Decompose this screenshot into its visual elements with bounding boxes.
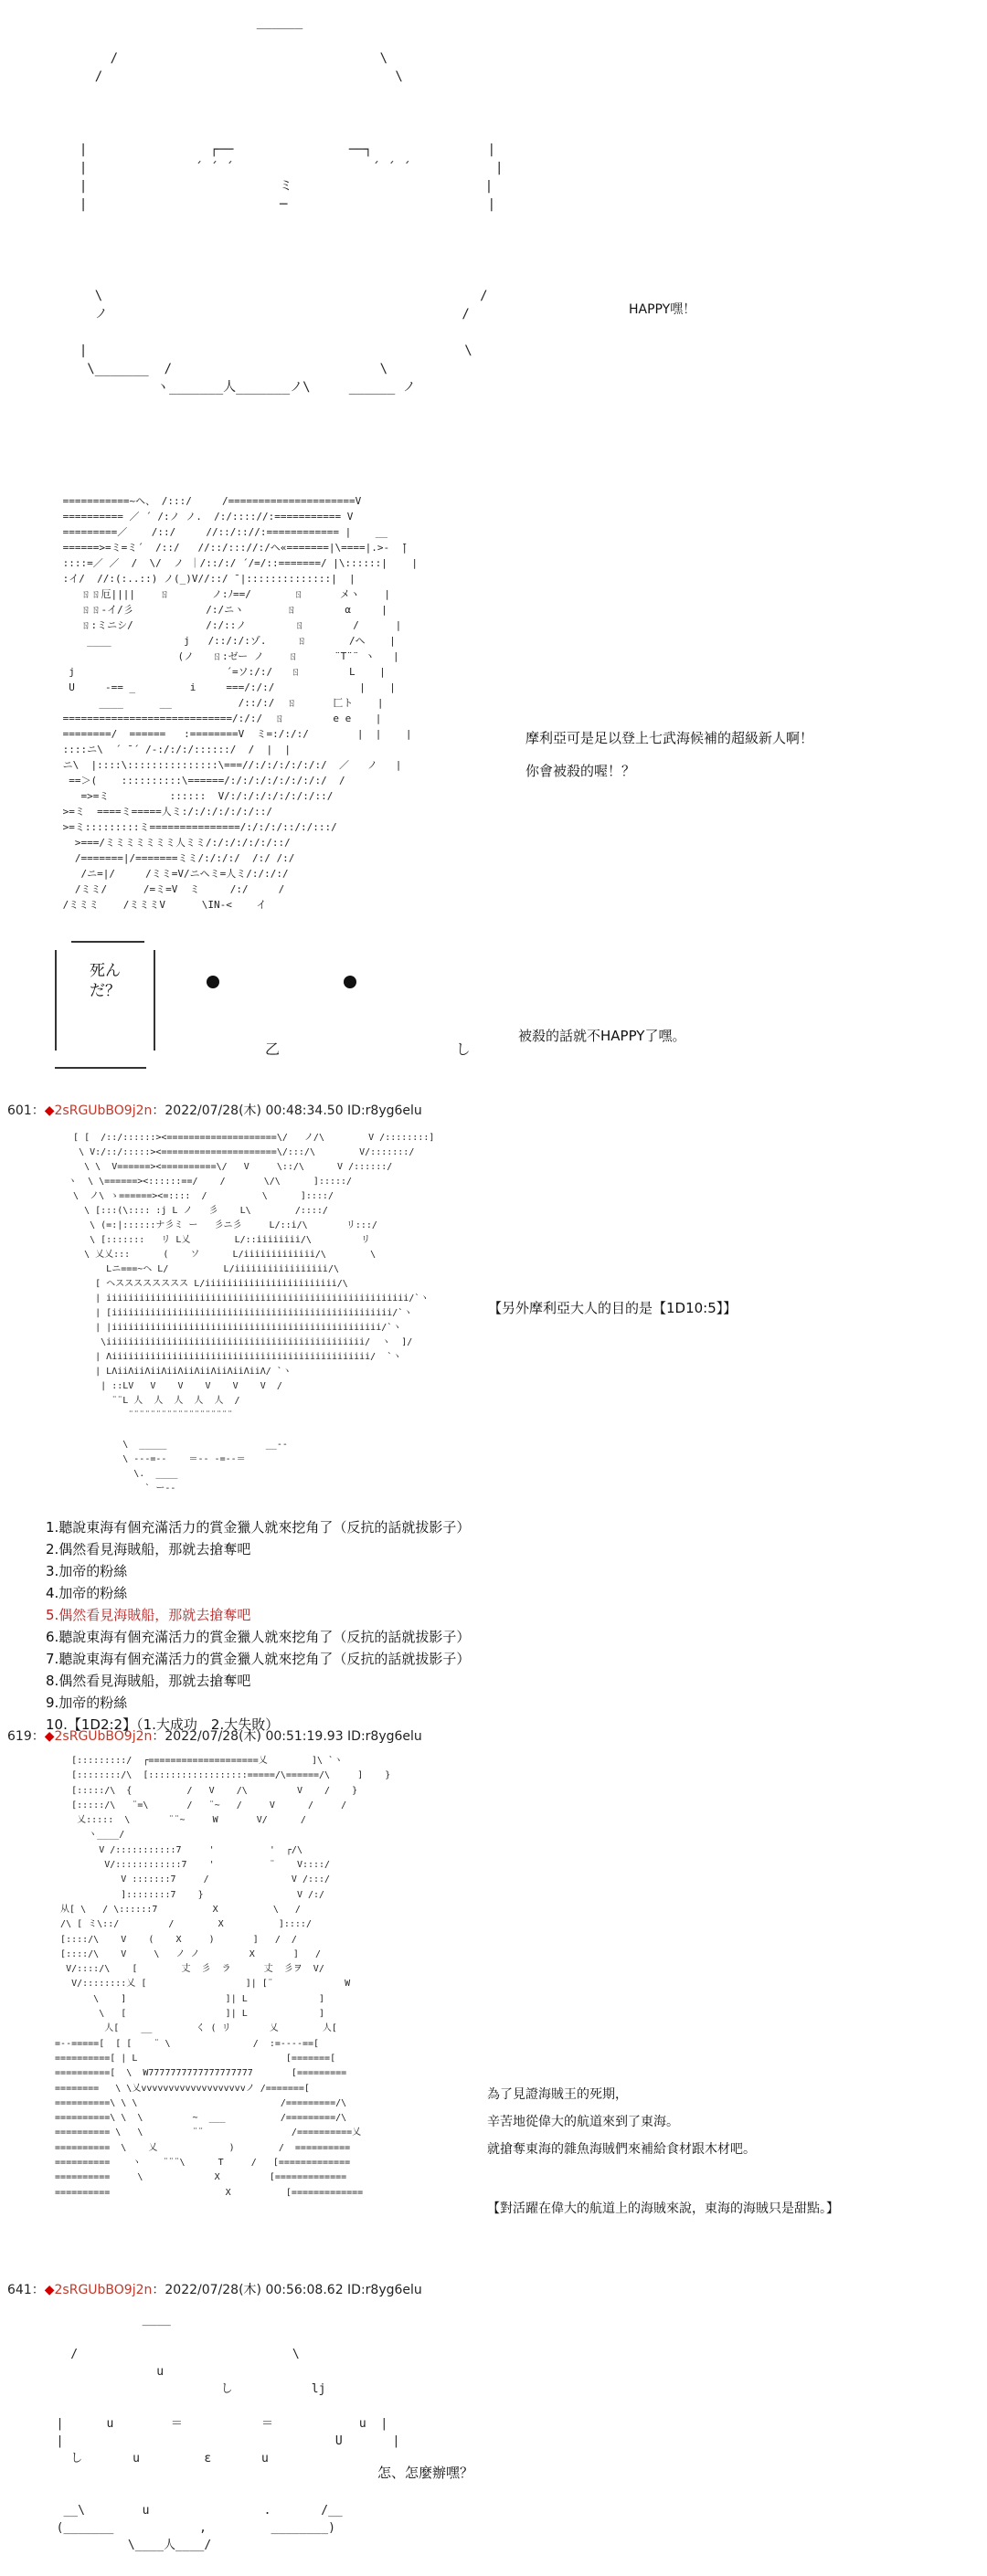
post601-art-line: \ 乂乂::: ( ソ L/iiiiiiiiiiiii/\ \ xyxy=(57,1250,377,1260)
post601-art-line: \ ---=-- ＝-- -=--＝ xyxy=(57,1454,246,1464)
post619-art-line: \ [ ]| L ] xyxy=(44,2009,325,2020)
tripcode[interactable]: 2sRGUbBO9j2n xyxy=(54,1103,153,1118)
panel1-art-line: | ─ | xyxy=(64,197,496,212)
panel2-art-line: >=ミ:::::::::ミ===============/:/:/:/::/:/:::/ xyxy=(57,821,337,833)
post601-art-line: ` ー-- xyxy=(57,1483,176,1494)
panel2-art-line: /=======|/=======ミミ/:/:/:/ /:/ /:/ xyxy=(57,852,295,864)
post641-art-line: (_______ , ________) xyxy=(42,2521,335,2535)
panel2-art-line: ::::=／ ／ / \/ ノ ｜/::/:/ ´/=/::=======/ |\::::::| | xyxy=(57,557,418,569)
post619-art-line: ========== ヽ ¨¨¨\ T / [============= xyxy=(44,2158,351,2169)
post601-art-line xyxy=(57,1423,434,1438)
panel2-art-line: /ミミミ /ミミミV \IN-< イ xyxy=(57,899,267,911)
post619-art-line: [:::::/\ ¨=\ / ¨~ / V / / xyxy=(44,1800,347,1811)
post641-art-line xyxy=(42,2328,399,2346)
post619-art-line: V/::::::::::::7 ' ¨ V::::/ xyxy=(44,1860,331,1871)
post641-art-line xyxy=(42,2398,399,2415)
trip-diamond-icon: ◆ xyxy=(44,2283,55,2297)
panel1-art-line xyxy=(64,31,503,49)
panel1-face-art xyxy=(64,13,503,396)
post641-art-line: \____人____/ xyxy=(42,2539,212,2552)
panel2-caption-2: 你會被殺的喔！？ xyxy=(525,763,636,779)
tripcode[interactable]: 2sRGUbBO9j2n xyxy=(54,1729,153,1744)
post619-art-line: /\ [ ミ\::/ / X ]::::/ xyxy=(44,1919,312,1930)
sign-left-line xyxy=(55,950,57,1050)
panel1-art-line: ヽ_______人_______ノ\ ______ ノ xyxy=(64,380,416,395)
post641-art-line: し u ε u xyxy=(42,2452,269,2465)
post619-art-line: ヽ____/ xyxy=(44,1830,125,1841)
panel2-art-line: ============================/:/:/ ㄖ e e | xyxy=(57,713,382,724)
post-601-header xyxy=(7,1101,422,1119)
panel2-art-line: =========／ /::/ //::/:://:============ | __ xyxy=(57,526,387,538)
panel1-art-line xyxy=(64,214,503,232)
choice-item: 10.【1D2:2】（1.大成功 2.大失敗） xyxy=(46,1716,280,1733)
post619-art-line: [::::/\ V ( X ) ] / / xyxy=(44,1934,297,1945)
post-619-art xyxy=(44,1754,390,2201)
post601-art-line: ¨¨L 人 人 人 人 人 / xyxy=(57,1396,240,1406)
post619-art-line: [::::::::/\ [::::::::::::::::::=====/\======/\ ] } xyxy=(44,1770,391,1781)
post641-art-line: ____ xyxy=(42,2313,171,2327)
panel1-art-line: ノ / xyxy=(64,307,470,322)
panel2-art-line: /ミミ/ /=ミ=V ミ /:/ / xyxy=(57,883,285,895)
post-641-header xyxy=(7,2280,422,2298)
post601-art-line: [ [ /::/::::::><====================\/ ノ/\ V /::::::::] xyxy=(57,1133,435,1143)
choice-item: 2.偶然看見海賊船，那就去搶奪吧 xyxy=(46,1541,251,1557)
panel2-art-line: =>=ミ :::::: V/:/:/:/:/:/:/:/::/ xyxy=(57,790,334,802)
post619-art-line: =--=====[ [ [ ¨ \ / :=----==[ xyxy=(44,2038,320,2049)
post619-art-line: ======== \ \乂vvvvvvvvvvvvvvvvvvvノ /=======[ xyxy=(44,2083,310,2094)
post601-art-line: | ::LV V V V V V / xyxy=(57,1381,282,1391)
panel1-art-line xyxy=(64,104,503,122)
panel2-art-line: >=ミ ====ミ=====人ミ:/:/:/:/:/:/::/ xyxy=(57,806,273,818)
choice-item: 8.偶然看見海賊船，那就去搶奪吧 xyxy=(46,1673,251,1689)
post-641-caption: 怎、怎麼辦嘿？ xyxy=(377,2465,474,2481)
post601-art-line: \ ノ\ ゝ======><=:::: / \ ]::::/ xyxy=(57,1191,334,1201)
post601-art-line: | iiiiiiiiiiiiiiiiiiiiiiiiiiiiiiiiiiiiiiiiiiiiiiiiiiiiiii/`ヽ xyxy=(57,1293,430,1304)
post-number: 641： xyxy=(7,2283,45,2297)
panel2-art-line: >===/ミミミミミミミ人ミミ/:/:/:/:/:/::/ xyxy=(57,837,291,849)
panel1-art-line xyxy=(64,269,503,287)
post619-art-line: ========== X [============= xyxy=(44,2187,364,2198)
post-number: 619： xyxy=(7,1729,45,1744)
post601-art-line: ヽ \ \======><::::::==/ / \/\ ]:::::/ xyxy=(57,1177,353,1187)
panel2-art-line: ㄖㄖ‐イ/彡 /:/ニヽ ㄖ α | xyxy=(57,604,387,616)
post-number: 601： xyxy=(7,1103,45,1118)
post-619-caption-4: 【對活躍在偉大的航道上的海賊來說，東海的海賊只是甜點。】 xyxy=(487,2201,839,2216)
post619-art-line: ========== \ X [============= xyxy=(44,2172,347,2183)
post601-art-line: \ [::::::: リ L乂 L/::iiiiiiii/\ リ xyxy=(57,1235,371,1245)
panel1-art-line: \ / xyxy=(64,289,488,303)
panel2-character-art xyxy=(57,493,418,913)
panel1-art-line xyxy=(64,232,503,250)
post619-art-line: ========== \ 乂 ) / ========== xyxy=(44,2142,351,2153)
post641-art-line: / \ xyxy=(42,2348,300,2361)
left-eye xyxy=(207,976,219,988)
panel1-art-line xyxy=(64,323,503,342)
choice-item: 1.聽說東海有個充滿活力的賞金獵人就來挖角了（反抗的話就拔影子） xyxy=(46,1519,471,1536)
sign-top-line xyxy=(71,941,144,943)
trip-diamond-icon: ◆ xyxy=(44,1729,55,1744)
post619-art-line: 乂::::: \ ¨¨~ W V/ / xyxy=(44,1815,306,1826)
panel1-art-line: \_______ / \ xyxy=(64,362,388,376)
post619-art-line: V/::::::::乂 [ ]| [¨ W xyxy=(44,1979,351,1990)
post601-art-line: \ \ V======><==========\/ V \::/\ V /::::::/ xyxy=(57,1162,393,1172)
panel1-art-line: / \ xyxy=(64,69,403,84)
post619-art-line: \ ] ]| L ] xyxy=(44,1993,325,2004)
post619-art-line: V/::::/\ [ 丈 彡 ラ 丈 彡ヲ V/ xyxy=(44,1964,324,1975)
post601-art-line: [ ヘスススススススス L/iiiiiiiiiiiiiiiiiiiiiiii/\ xyxy=(57,1279,348,1289)
post641-art-line xyxy=(42,2485,399,2502)
panel1-art-line: | ┌── ──┐ | xyxy=(64,143,496,157)
post619-art-line: 从[ \ / \::::::7 X \ / xyxy=(44,1904,301,1915)
panel2-art-line: ==＞( ::::::::::\======/:/:/:/:/:/:/:/:/ / xyxy=(57,775,345,787)
post601-art-line: | LΛiiΛiiΛiiΛiiΛiiΛiiΛiiΛiiΛiiΛ/ `ヽ xyxy=(57,1367,292,1377)
post-601-art xyxy=(57,1131,434,1496)
post619-art-line: ]::::::::7 } V /:/ xyxy=(44,1889,325,1900)
panel2-art-line: j ´=ソ:/:/ ㄖ L | xyxy=(57,666,386,678)
post-619-caption-3: 就搶奪東海的雜魚海賊們來補給食材跟木材吧。 xyxy=(487,2142,756,2157)
panel2-art-line: ㄖ:ミニシ/ /:/::ノ ㄖ / | xyxy=(57,619,402,631)
panel1-art-line: | ´ ´ ´ ´ ´ ´ | xyxy=(64,161,504,175)
panel2-art-line: /ニ=|/ /ミミ=V/ニヘミ=人ミ/:/:/:/ xyxy=(57,868,289,880)
post619-art-line: [:::::/\ { / V /\ V / } xyxy=(44,1785,358,1796)
panel2-art-line: ======>=ミ=ミ´ /::/ //::/::://:/ヘ«=======|\====|.>- ̄| xyxy=(57,542,408,554)
choice-item: 5.偶然看見海賊船，那就去搶奪吧 xyxy=(46,1607,251,1623)
post-601-caption: 【另外摩利亞大人的目的是【1D10:5】】 xyxy=(488,1300,738,1316)
panel1-art-line xyxy=(64,86,503,104)
post641-art-line: | U | xyxy=(42,2434,400,2448)
panel2-art-line: U -== _ i ===/:/:/ | | xyxy=(57,681,396,693)
post619-art-line: V /:::::::::::7 ' ' ┌/\ xyxy=(44,1844,302,1855)
post601-art-line: | |iiiiiiiiiiiiiiiiiiiiiiiiiiiiiiiiiiiiiiiiiiiiiiiii/`ヽ xyxy=(57,1323,402,1333)
panel2-art-line: ========== ／ ´ /:ノ ノ. /:/:::://:=========== V xyxy=(57,511,354,523)
post601-art-line: | Λiiiiiiiiiiiiiiiiiiiiiiiiiiiiiiiiiiiiiiiiiiiiiii/ `ヽ xyxy=(57,1352,402,1362)
post601-art-line: | [iiiiiiiiiiiiiiiiiiiiiiiiiiiiiiiiiiiiiiiiiiiiiiiiiii/`ヽ xyxy=(57,1308,413,1318)
panel2-art-line: ========/ ====== :========V ミ=:/:/:/ | | | xyxy=(57,728,412,740)
post641-art-line: し lj xyxy=(42,2382,326,2396)
sign-text: 死んだ？ xyxy=(90,962,121,1000)
post641-art-line xyxy=(42,2467,399,2485)
post619-art-line: ========== \ \ ¨¨ /==========乂 xyxy=(44,2127,362,2138)
sign-right-line xyxy=(154,950,155,1050)
panel3-sign xyxy=(55,941,155,1050)
post619-art-line: ==========\ \ \ /=========/\ xyxy=(44,2097,347,2108)
panel1-art-line: | \ xyxy=(64,343,472,358)
panel1-art-line: ______ xyxy=(64,15,303,29)
tripcode[interactable]: 2sRGUbBO9j2n xyxy=(54,2283,153,2297)
post601-art-line: Lニ===~ヘ L/ L/iiiiiiiiiiiiiiiii/\ xyxy=(57,1264,339,1274)
panel2-art-line: ::::ニ\ ´ ̄ ´ /-:/:/:/::::::/ / | | xyxy=(57,744,292,755)
post-619-header xyxy=(7,1726,422,1745)
panel3-bottom-art: 乙 し xyxy=(265,1040,471,1058)
panel1-art-line: | ミ | xyxy=(64,179,494,194)
choice-item: 6.聽說東海有個充滿活力的賞金獵人就來挖角了（反抗的話就拔影子） xyxy=(46,1629,471,1645)
post601-art-line: \. ____ xyxy=(57,1469,178,1479)
panel1-caption: HAPPY嘿！ xyxy=(629,302,696,317)
post601-art-line: \ (=:|::::::ナ彡ミ ー 彡ニ彡 L/::i/\ リ:::/ xyxy=(57,1220,377,1230)
panel1-art-line xyxy=(64,250,503,269)
panel1-art-line xyxy=(64,122,503,141)
choice-item: 7.聽說東海有個充滿活力的賞金獵人就來挖角了（反抗的話就拔影子） xyxy=(46,1651,471,1667)
choices-list xyxy=(46,1516,470,1736)
post601-art-line: \ [:::(\:::: :j L ノ 彡 L\ /::::/ xyxy=(57,1206,328,1216)
choice-item: 3.加帝的粉絲 xyxy=(46,1563,128,1579)
panel3-caption: 被殺的話就不HAPPY了嘿。 xyxy=(518,1028,686,1044)
post619-art-line: [::::/\ V \ ノ ノ X ] / xyxy=(44,1948,321,1959)
post619-art-line: [:::::::::/ ┌====================乂 ]\ `ヽ xyxy=(44,1756,344,1766)
post-641-art xyxy=(42,2311,399,2554)
post601-art-line: \iiiiiiiiiiiiiiiiiiiiiiiiiiiiiiiiiiiiiiiiiiiiiii/ ヽ ]/ xyxy=(57,1337,413,1347)
post-date: ：2022/07/28(木) 00:56:08.62 ID:r8yg6elu xyxy=(152,2283,422,2297)
post619-art-line: V :::::::7 / V /:::/ xyxy=(44,1874,331,1885)
post619-art-line: ==========[ \ W7777777777777777777 [========= xyxy=(44,2068,347,2079)
post619-art-line: 人[ __ く ( リ 乂 人[ xyxy=(44,2023,337,2034)
post641-art-line: | u ＝ ＝ u | xyxy=(42,2417,388,2431)
post601-art-line: ¨¨¨¨¨¨¨¨¨¨¨¨¨¨¨¨¨¨¨ xyxy=(57,1410,233,1420)
panel1-art-line: / \ xyxy=(64,51,388,66)
post-619-caption-2: 辛苦地從偉大的航道來到了東海。 xyxy=(487,2115,679,2129)
panel2-art-line: ニ\ |::::\:::::::::::::::\===//:/:/:/:/:/:/ ／ ノ | xyxy=(57,759,402,771)
post-date: ：2022/07/28(木) 00:48:34.50 ID:r8yg6elu xyxy=(152,1103,422,1118)
post-619-caption-1: 為了見證海賊王的死期， xyxy=(487,2087,628,2102)
panel2-caption-1: 摩利亞可是足以登上七武海候補的超級新人啊！ xyxy=(525,730,814,746)
panel2-art-line: ____ __ /::/:/ ㄖ 匚ト | xyxy=(57,697,384,709)
post619-art-line: ==========\ \ \ ~ ___ /=========/\ xyxy=(44,2113,347,2124)
choice-item: 9.加帝的粉絲 xyxy=(46,1694,128,1711)
panel2-art-line: ____ j /::/:/:ゾ. ㄖ /ヘ | xyxy=(57,635,396,647)
post641-art-line: u xyxy=(42,2365,164,2379)
panel2-art-line: (ノ ㄖ:ゼー ノ ㄖ ¨T¨¨ ヽ | xyxy=(57,650,399,662)
panel2-art-line: ===========~ヘ、 /:::/ /=====================V xyxy=(57,495,362,507)
panel2-art-line: ㄖㄖ厄|||| ㄖ ノ:ﾉ==/ ㄖ メヽ | xyxy=(57,588,391,600)
choice-item: 4.加帝的粉絲 xyxy=(46,1585,128,1601)
post619-art-line: ==========[ | L [=======[ xyxy=(44,2053,336,2064)
post-date: ：2022/07/28(木) 00:51:19.93 ID:r8yg6elu xyxy=(152,1729,422,1744)
post641-art-line: __\ u . /__ xyxy=(42,2504,343,2518)
trip-diamond-icon: ◆ xyxy=(44,1103,55,1118)
panel3-bottom-line xyxy=(55,1067,146,1069)
post601-art-line: \ _____ __-- xyxy=(57,1440,288,1450)
panel2-art-line: :イ/ //:(:..::) ノ(_)V//::/ ̄ |::::::::::::::| | xyxy=(57,573,356,585)
post601-art-line: \ V:/::/:::::><=====================\/:::/\ V/:::::::/ xyxy=(57,1147,415,1157)
right-eye xyxy=(344,976,356,988)
